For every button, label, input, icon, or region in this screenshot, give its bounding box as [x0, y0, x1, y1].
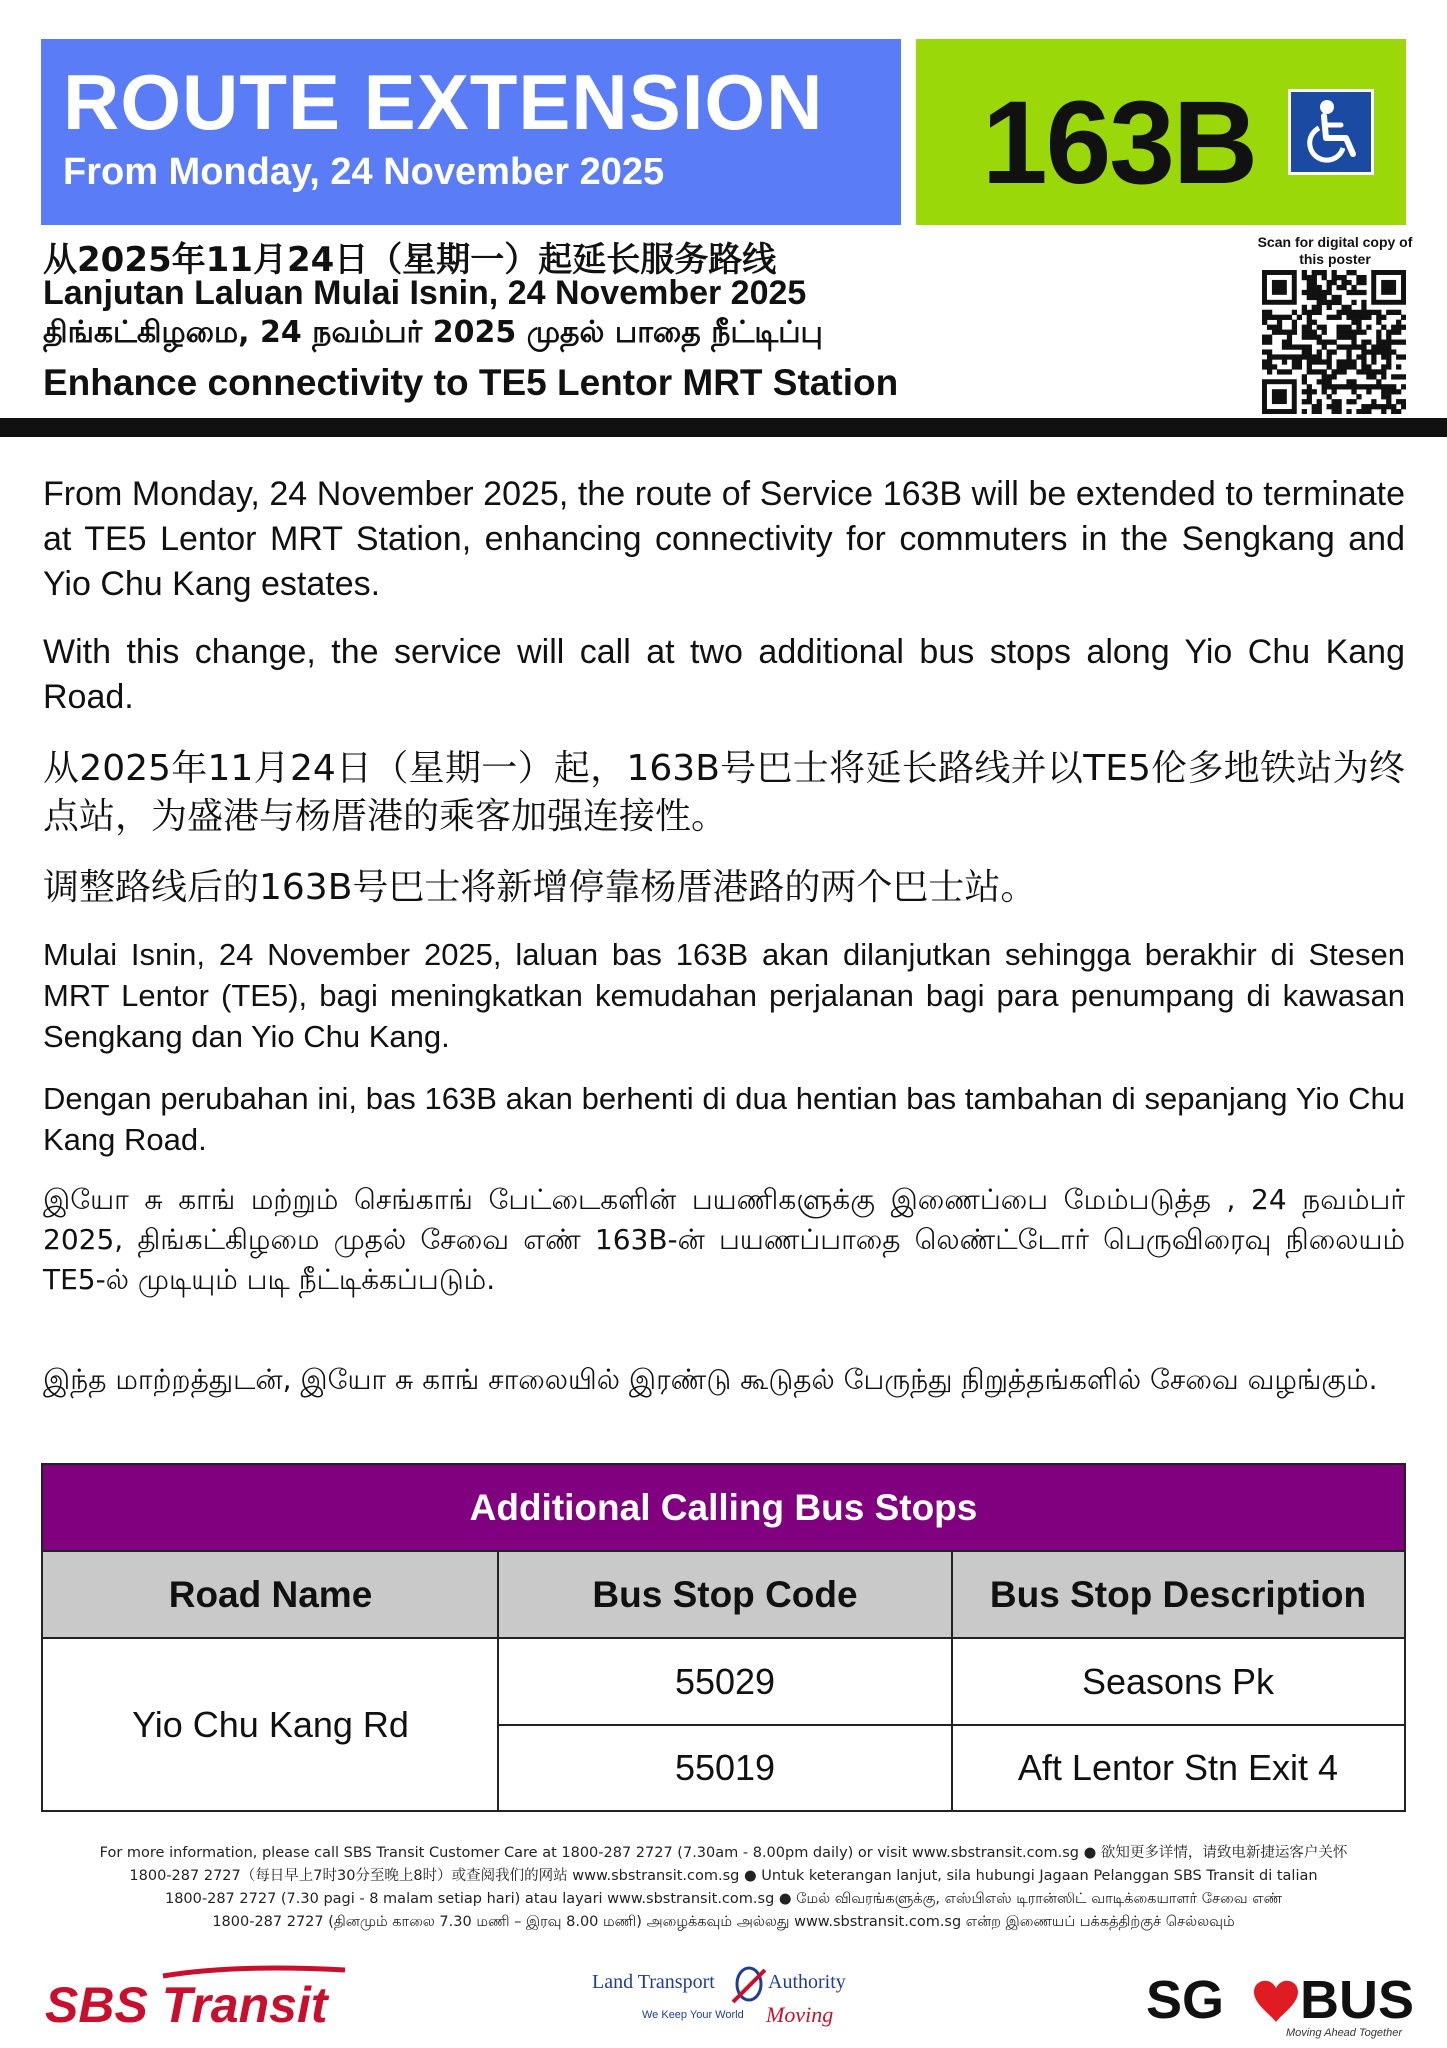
paragraph-chinese-2: 调整路线后的163B号巴士将新增停靠杨厝港路的两个巴士站。 — [43, 867, 1037, 908]
column-divider — [497, 1552, 499, 1810]
row-divider — [498, 1724, 1404, 1726]
svg-text:SG: SG — [1146, 1970, 1225, 2030]
stop-description-cell: Seasons Pk — [1081, 1660, 1275, 1702]
header-road-name: Road Name — [43, 1552, 498, 1639]
header-bus-stop-code: Bus Stop Code — [498, 1552, 952, 1639]
svg-text:We Keep Your World: We Keep Your World — [642, 2009, 744, 2021]
paragraph-chinese-1: 从2025年11月24日（星期一）起，163B号巴士将延长路线并以TE5伦多地铁站为终点站，为盛港与杨厝港的乘客加强连接性。 — [43, 748, 1405, 837]
lta-logo — [590, 1962, 870, 2042]
sbs-transit-logo — [45, 1962, 375, 2042]
paragraph-tamil-2: இந்த மாற்றத்துடன், இயோ சு காங் சாலையில் இரண்டு கூடுதல் பேருந்து நிறுத்தங்களில் சேவை வழங்கும். — [43, 1363, 1378, 1396]
footer-line: 1800-287 2727（每日早上7时30分至晚上8时）或查阅我们的网站 www.sbstransit.com.sg ● Untuk keterangan lanjut, sila hubungi Jagaan Pelanggan SBS Transit di talian — [129, 1868, 1318, 1884]
svg-text:BUS: BUS — [1300, 1970, 1415, 2030]
sgbus-logo — [1146, 1962, 1416, 2042]
svg-text:SBS Transit: SBS Transit — [45, 1977, 328, 2033]
service-number: 163B — [982, 77, 1257, 209]
qr-caption: Scan for digital copy of this poster — [1257, 234, 1413, 267]
subtitle-malay: Lanjutan Laluan Mulai Isnin, 24 November 2025 — [43, 274, 807, 312]
footer-line: For more information, please call SBS Transit Customer Care at 1800-287 2727 (7.30am - 8.00pm daily) or visit www.sbstransit.com.sg ● 欲知更多详情，请致电新捷运客户关怀 — [99, 1845, 1348, 1861]
service-badge — [916, 39, 1406, 225]
footer-line: 1800-287 2727 (தினமும் காலை 7.30 மணி – இரவு 8.00 மணி) அழைக்கவும் அல்லது www.sbstransit.com.sg என்ற இணையப் பக்கத்திற்குச் செல்லவும் — [212, 1914, 1235, 1930]
title-banner — [41, 39, 901, 225]
road-name-cell: Yio Chu Kang Rd — [132, 1703, 409, 1745]
svg-text:Moving: Moving — [766, 2002, 834, 2027]
contact-footer — [60, 1842, 1387, 1934]
paragraph-malay-2: Dengan perubahan ini, bas 163B akan berhenti di dua hentian bas tambahan di sepanjang Yio Chu Kang Road. — [43, 1081, 1405, 1157]
stop-code-cell: 55019 — [674, 1747, 776, 1788]
paragraph-tamil-1: இயோ சு காங் மற்றும் செங்காங் பேட்டைகளின் பயணிகளுக்கு இணைப்பை மேம்படுத்த , 24 நவம்பர் 2025, திங்கட்கிழமை முதல் சேவை எண் 163B-ன் பயணப்பாதை லெண்ட்டோர் பெருவிரைவு நிலையம் TE5-ல் முடியும் படி நீட்டிக்கப்படும். — [43, 1183, 1405, 1296]
wheelchair-accessible-icon — [1288, 89, 1374, 175]
qr-code[interactable] — [1262, 270, 1406, 414]
table-title: Additional Calling Bus Stops — [43, 1465, 1404, 1552]
paragraph-english-2: With this change, the service will call at two additional bus stops along Yio Chu Kang Road. — [43, 633, 1405, 716]
subtitle-tamil: திங்கட்கிழமை, 24 நவம்பர் 2025 முதல் பாதை நீட்டிப்பு — [43, 315, 823, 350]
poster-title: ROUTE EXTENSION — [63, 58, 824, 146]
effective-date: From Monday, 24 November 2025 — [63, 151, 665, 193]
svg-text:Land Transport: Land Transport — [592, 1971, 715, 1993]
svg-text:Moving Ahead Together: Moving Ahead Together — [1286, 2027, 1402, 2039]
stop-description-cell: Aft Lentor Stn Exit 4 — [1017, 1747, 1339, 1788]
bus-stops-table — [41, 1463, 1406, 1812]
column-divider — [951, 1552, 953, 1810]
header-bus-stop-description: Bus Stop Description — [952, 1552, 1404, 1639]
subtitle-chinese: 从2025年11月24日（星期一）起延长服务路线 — [43, 240, 777, 280]
subtitle-english: Enhance connectivity to TE5 Lentor MRT Station — [43, 362, 899, 403]
svg-text:Authority: Authority — [768, 1971, 846, 1993]
paragraph-malay-1: Mulai Isnin, 24 November 2025, laluan bas 163B akan dilanjutkan sehingga berakhir di Stesen MRT Lentor (TE5), bagi meningkatkan kemudahan perjalanan bagi para penumpang di kawasan Sengkang dan Yio Chu Kang. — [43, 937, 1405, 1054]
divider — [0, 418, 1447, 437]
footer-line: 1800-287 2727 (7.30 pagi - 8 malam setiap hari) atau layari www.sbstransit.com.sg ● மேல் விவரங்களுக்கு, எஸ்பிஎஸ் டிரான்ஸிட் வாடிக்கையாளர் சேவை எண் — [164, 1891, 1283, 1907]
paragraph-english-1: From Monday, 24 November 2025, the route of Service 163B will be extended to terminate at TE5 Lentor MRT Station, enhancing connectivity for commuters in the Sengkang and Yio Chu Kang estates. — [43, 475, 1405, 603]
stop-code-cell: 55029 — [674, 1660, 776, 1702]
